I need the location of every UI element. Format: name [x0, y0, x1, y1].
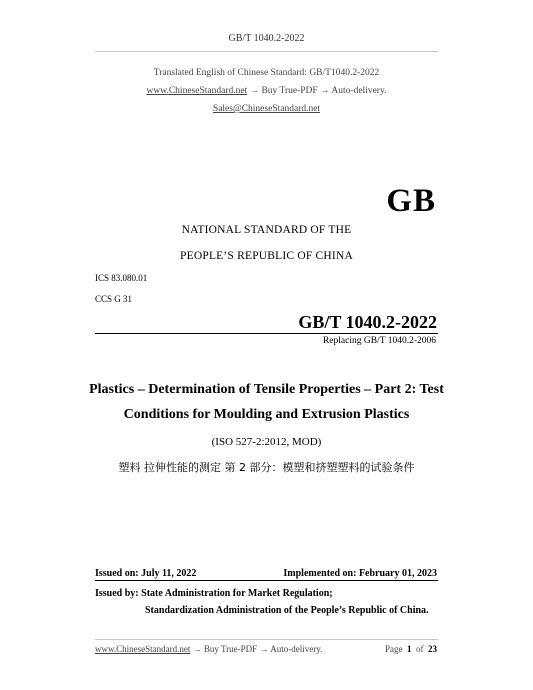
- title-line1: Plastics – Determination of Tensile Properties – Part 2: Test: [89, 382, 444, 397]
- ics-code: ICS 83.080.01: [95, 273, 148, 283]
- issued-on: Issued on: July 11, 2022: [95, 568, 197, 579]
- footer-links-line: [95, 644, 322, 654]
- standard-number-rule: [95, 333, 438, 334]
- footer-divider: [95, 639, 438, 640]
- title-line2: Conditions for Moulding and Extrusion Plastics: [123, 407, 410, 422]
- issue-rule: [95, 580, 438, 581]
- arrow-right-icon: →: [192, 644, 202, 654]
- page-current: 1: [407, 644, 412, 654]
- auto-delivery-text: Auto-delivery.: [331, 86, 387, 96]
- footer-auto-delivery-text: Auto-delivery.: [270, 644, 323, 654]
- page-label: Page: [385, 644, 403, 654]
- header-standard-code: GB/T 1040.2-2022: [228, 33, 305, 44]
- page-of: of: [416, 644, 424, 654]
- chinese-title: 塑料 拉伸性能的测定 第 2 部分：模塑和挤塑塑料的试验条件: [118, 461, 415, 474]
- ccs-code: CCS G 31: [95, 294, 133, 304]
- iso-reference: (ISO 527-2:2012, MOD): [211, 436, 322, 448]
- footer-buy-true-pdf-text: Buy True-PDF: [203, 644, 258, 654]
- email-line: [0, 104, 533, 114]
- translation-note: Translated English of Chinese Standard: GB/T1040.2-2022: [153, 68, 380, 78]
- header-links-line: [0, 86, 533, 96]
- implemented-on: Implemented on: February 01, 2023: [283, 568, 437, 579]
- arrow-right-icon: →: [249, 86, 260, 96]
- standard-number: GB/T 1040.2-2022: [298, 312, 437, 332]
- national-standard-line2: PEOPLE’S REPUBLIC OF CHINA: [180, 250, 353, 262]
- issued-by-secondary: Standardization Administration of the People’s Republic of China.: [145, 605, 429, 616]
- arrow-right-icon: →: [320, 86, 330, 96]
- issued-by: Issued by: State Administration for Market Regulation;: [95, 588, 333, 599]
- gb-logo: GB: [386, 183, 436, 219]
- national-standard-line1: NATIONAL STANDARD OF THE: [181, 224, 352, 236]
- page-indicator: [385, 644, 437, 654]
- page-total: 23: [428, 644, 437, 654]
- chinesestandard-link[interactable]: www.ChineseStandard.net: [146, 86, 248, 96]
- sales-email-link[interactable]: Sales@ChineseStandard.net: [212, 104, 321, 114]
- buy-true-pdf-text: Buy True-PDF: [261, 86, 318, 96]
- footer-chinesestandard-link[interactable]: www.ChineseStandard.net: [95, 644, 191, 654]
- header-divider: [95, 51, 438, 52]
- arrow-right-icon: →: [259, 644, 269, 654]
- replacing-note: Replacing GB/T 1040.2-2006: [322, 336, 436, 346]
